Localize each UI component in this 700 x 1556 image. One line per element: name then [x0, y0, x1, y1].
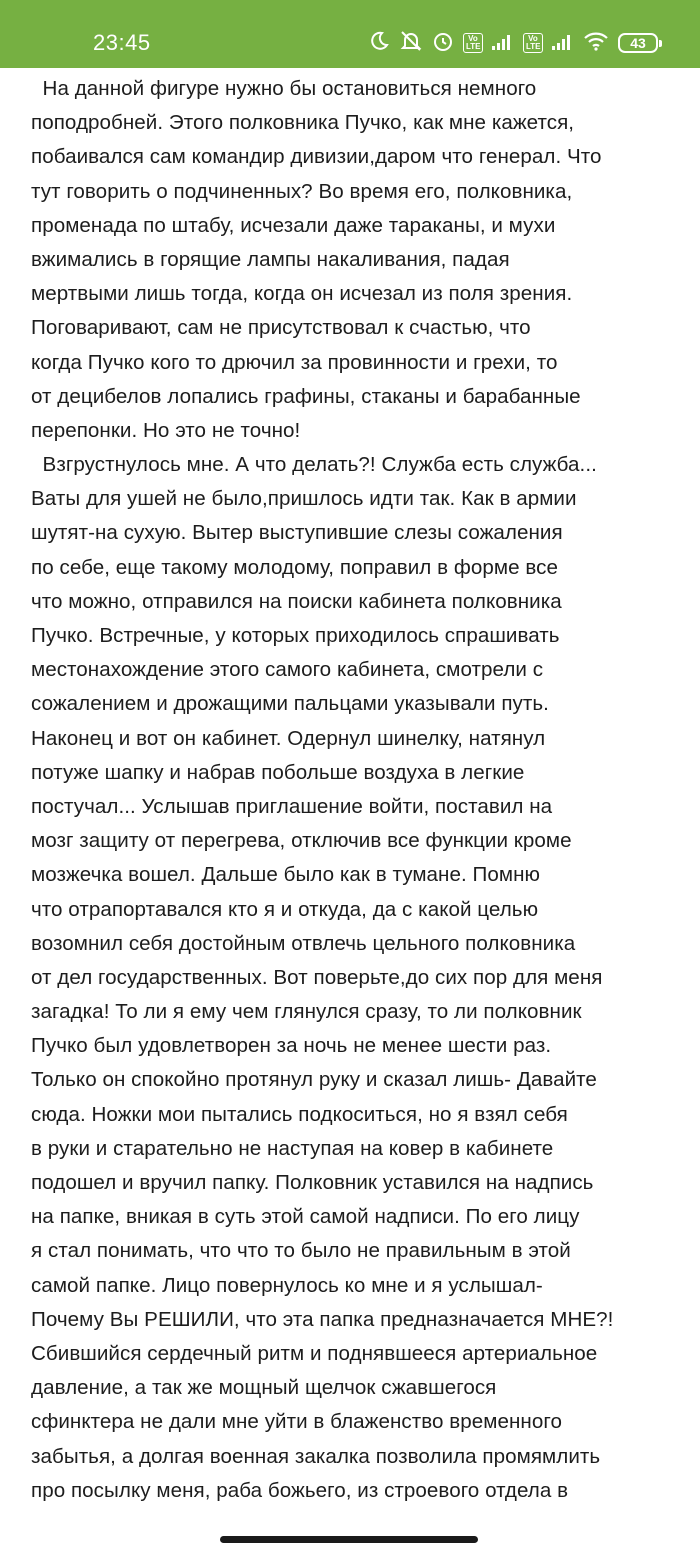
text-line: самой папке. Лицо повернулось ко мне и я услышал-	[31, 1273, 543, 1297]
volte-icon-1: Vo LTE	[463, 33, 483, 53]
battery-level: 43	[618, 33, 658, 53]
status-time: 23:45	[93, 30, 151, 55]
text-line: вжимались в горящие лампы накаливания, падая	[31, 247, 510, 271]
text-line: от дел государственных. Вот поверьте,до сих пор для меня	[31, 965, 603, 989]
text-line: по себе, еще такому молодому, поправил в форме все	[31, 555, 558, 579]
text-line: местонахождение этого самого кабинета, смотрели с	[31, 658, 544, 682]
text-line: когда Пучко кого то дрючил за провинности и грехи, то	[31, 350, 558, 374]
text-line: шутят-на сухую. Вытер выступившие слезы сожаления	[31, 521, 563, 545]
text-line: сфинктера не дали мне уйти в блаженство временного	[31, 1410, 562, 1434]
text-line: Почему Вы РЕШИЛИ, что эта папка предназначается МНЕ?!	[31, 1307, 614, 1331]
text-line: Пучко. Встречные, у которых приходилось спрашивать	[31, 624, 560, 647]
text-line: давление, а так же мощный щелчок сжавшегося	[31, 1376, 497, 1400]
text-line: мозжечка вошел. Дальше было как в тумане. Помню	[31, 863, 541, 887]
text-line: променада по штабу, исчезали даже тараканы, и мухи	[31, 213, 556, 237]
text-line: мертвыми лишь тогда, когда он исчезал из поля зрения.	[31, 282, 573, 306]
text-line: забытья, а долгая военная закалка позволила промямлить	[31, 1444, 601, 1468]
text-line: потуже шапку и набрав побольше воздуха в легкие	[31, 760, 525, 784]
moon-icon	[368, 30, 390, 57]
signal-icon-2	[552, 32, 574, 55]
status-bar	[0, 0, 700, 68]
text-line: в руки и старательно не наступая на ковер в кабинете	[31, 1136, 554, 1160]
text-line: возомнил себя достойным отвлечь цельного полковника	[31, 931, 576, 955]
text-line: на папке, вникая в суть этой самой надписи. По его лицу	[31, 1205, 580, 1229]
status-icons	[368, 30, 662, 56]
text-line: что можно, отправился на поиски кабинета полковника	[31, 589, 562, 613]
article-text	[31, 72, 681, 1508]
text-line: Наконец и вот он кабинет. Одернул шинелку, натянул	[31, 726, 546, 750]
alarm-icon	[432, 30, 454, 57]
text-line: постучал... Услышав приглашение войти, поставил на	[31, 794, 553, 818]
text-line: тут говорить о подчиненных? Во время его, полковника,	[31, 179, 573, 203]
home-indicator[interactable]	[220, 1536, 478, 1543]
text-line: Пучко был удовлетворен за ночь не менее шести раз.	[31, 1034, 552, 1058]
text-line: Только он спокойно протянул руку и сказал лишь- Давайте	[31, 1068, 597, 1092]
battery-icon	[618, 33, 662, 53]
text-line: мозг защиту от перегрева, отключив все функции кроме	[31, 829, 572, 853]
text-line: сожалением и дрожащими пальцами указывали путь.	[31, 692, 549, 716]
text-line: загадка! То ли я ему чем глянулся сразу, то ли полковник	[31, 1000, 582, 1024]
text-line: что отрапортавался кто я и откуда, да с какой целью	[31, 897, 539, 921]
signal-icon-1	[492, 32, 514, 55]
volte-icon-2: Vo LTE	[523, 33, 543, 53]
text-line: перепонки. Но это не точно!	[31, 418, 301, 442]
text-line: я стал понимать, что что то было не правильным в этой	[31, 1239, 571, 1263]
text-line: На данной фигуре нужно бы остановиться немного	[31, 77, 537, 100]
text-line: поподробней. Этого полковника Пучко, как мне кажется,	[31, 111, 575, 135]
text-line: сюда. Ножки мои пытались подкоситься, но я взял себя	[31, 1102, 568, 1126]
text-line: Поговаривают, сам не присутствовал к счастью, что	[31, 316, 531, 340]
mute-bell-icon	[399, 29, 423, 58]
text-line: побаивался сам командир дивизии,даром что генерал. Что	[31, 145, 602, 169]
text-line: подошел и вручил папку. Полковник уставился на надпись	[31, 1171, 594, 1194]
text-line: Ваты для ушей не было,пришлось идти так. Как в армии	[31, 487, 577, 511]
text-line: от децибелов лопались графины, стаканы и барабанные	[31, 384, 581, 408]
text-line: Сбившийся сердечный ритм и поднявшееся артериальное	[31, 1341, 598, 1365]
text-line: Взгрустнулось мне. А что делать?! Служба есть служба...	[31, 453, 597, 477]
wifi-icon	[583, 31, 609, 56]
text-line: про посылку меня, раба божьего, из строевого отдела в	[31, 1478, 569, 1502]
